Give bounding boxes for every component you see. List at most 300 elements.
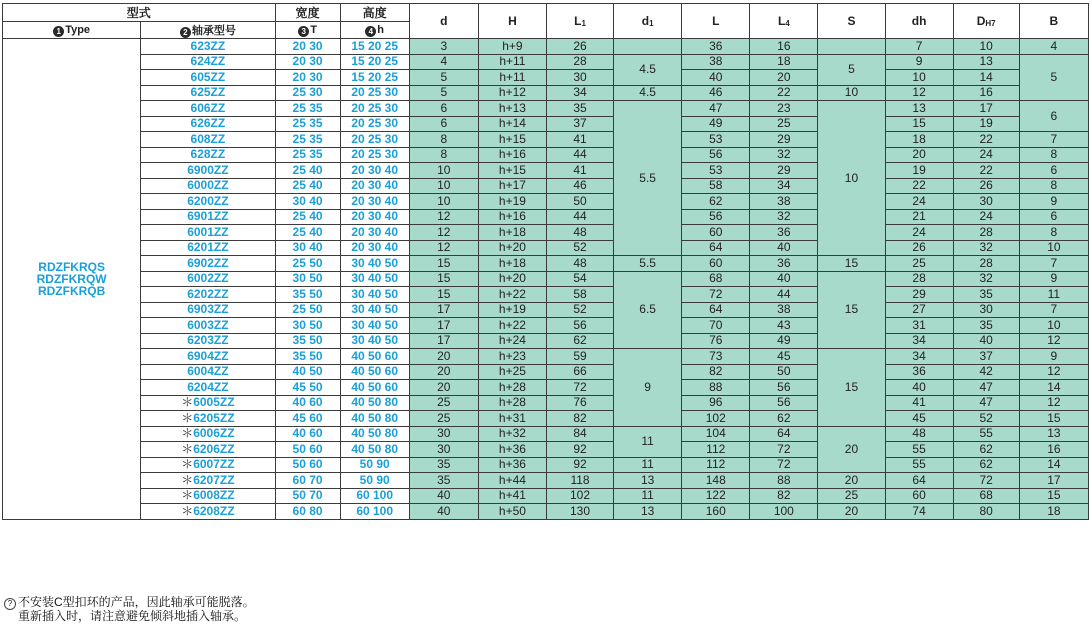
L4-cell: 44 [750,287,818,303]
L4-cell: 45 [750,349,818,365]
type-cell [3,39,141,520]
L4-cell: 36 [750,256,818,272]
bearing-cell [141,116,275,132]
DH7-cell: 62 [953,442,1019,458]
type-name: RDZFKRQW [36,271,107,286]
table-row [3,70,1089,86]
B-cell: 6 [1019,209,1088,225]
bearing-cell [141,70,275,86]
H-cell: h+36 [478,442,546,458]
table-row [3,411,1089,427]
star-mark: ＊ [181,503,194,518]
table-row [3,504,1089,520]
width-cell: 45 60 [275,411,340,427]
H-cell: h+28 [478,380,546,396]
table-row [3,147,1089,163]
width-cell: 25 40 [275,225,340,241]
B-cell: 14 [1019,457,1088,473]
type-name: RDZFKRQB [37,283,106,298]
bearing-header [141,22,275,39]
table-row [3,318,1089,334]
L1-cell: 41 [546,163,613,179]
d-cell: 25 [409,395,478,411]
dh-cell: 55 [885,442,953,458]
d-cell: 40 [409,504,478,520]
table-row [3,380,1089,396]
dh-cell: 12 [885,85,953,101]
height-cell: 20 30 40 [340,209,409,225]
L-cell: 60 [682,256,750,272]
bearing-cell [141,349,275,365]
L4-main: L [777,14,786,28]
DH7-cell: 24 [953,147,1019,163]
table-row [3,116,1089,132]
width-cell: 25 35 [275,101,340,117]
d-cell: 17 [409,318,478,334]
bearing-number: 6202ZZ [187,286,229,301]
B-cell: 12 [1019,395,1088,411]
mark-4-icon: 4 [365,26,376,37]
L4-cell: 25 [750,116,818,132]
DH7-cell: 35 [953,287,1019,303]
B-cell: 17 [1019,473,1088,489]
d1-cell: 4.5 [614,54,682,85]
B-cell: 7 [1019,132,1088,148]
DH7-cell: 19 [953,116,1019,132]
dh-cell: 41 [885,395,953,411]
L1-cell: 34 [546,85,613,101]
H-cell: h+11 [478,54,546,70]
width-cell: 30 50 [275,318,340,334]
table-row [3,39,1089,55]
star-mark: ＊ [181,441,194,456]
H-cell: h+24 [478,333,546,349]
bearing-number: 6005ZZ [193,395,235,410]
DH7-cell: 10 [953,39,1019,55]
bearing-number: 6006ZZ [193,426,235,441]
L4-cell: 43 [750,318,818,334]
width-cell: 60 70 [275,473,340,489]
bearing-number: 6206ZZ [193,441,235,456]
height-cell: 30 40 50 [340,287,409,303]
L1-cell: 44 [546,147,613,163]
L1-cell: 48 [546,256,613,272]
H-cell: h+15 [478,132,546,148]
bearing-cell [141,504,275,520]
H-cell: h+16 [478,147,546,163]
star-mark: ＊ [181,488,194,503]
B-header: B [1019,4,1088,39]
L1-cell: 52 [546,240,613,256]
height-cell: 40 50 80 [340,411,409,427]
width-cell: 25 50 [275,256,340,272]
bearing-cell [141,380,275,396]
L1-cell: 30 [546,70,613,86]
bearing-number: 6207ZZ [193,472,235,487]
DH7-cell: 28 [953,225,1019,241]
dh-cell: 48 [885,426,953,442]
L1-cell: 72 [546,380,613,396]
bearing-number: 6000ZZ [187,178,229,193]
L4-cell: 72 [750,442,818,458]
d-cell: 15 [409,271,478,287]
bearing-cell [141,85,275,101]
d-cell: 4 [409,54,478,70]
height-cell: 30 40 50 [340,302,409,318]
height-header: 高度 [340,4,409,22]
L-cell: 70 [682,318,750,334]
note-text-2: 重新插入时，请注意避免倾斜地插入轴承。 [18,609,247,623]
H-cell: h+16 [478,209,546,225]
bearing-cell [141,442,275,458]
table-row [3,488,1089,504]
L4-cell: 40 [750,271,818,287]
DH7-cell: 80 [953,504,1019,520]
mark-3-icon: 3 [298,26,309,37]
L-cell: 76 [682,333,750,349]
L-cell: 56 [682,209,750,225]
bearing-cell [141,194,275,210]
dh-cell: 27 [885,302,953,318]
dh-cell: 24 [885,225,953,241]
width-cell: 20 30 [275,54,340,70]
DH7-cell: 55 [953,426,1019,442]
DH7-cell: 24 [953,209,1019,225]
mark-2-icon: 2 [180,27,191,38]
d-cell: 5 [409,85,478,101]
dh-cell: 28 [885,271,953,287]
width-cell: 25 40 [275,163,340,179]
bearing-cell [141,271,275,287]
DH7-cell: 14 [953,70,1019,86]
width-cell: 35 50 [275,333,340,349]
H-cell: h+19 [478,194,546,210]
L-cell: 53 [682,132,750,148]
bearing-number: 6208ZZ [193,503,235,518]
L1-cell: 35 [546,101,613,117]
footnotes [4,596,255,623]
L-cell: 102 [682,411,750,427]
width-cell: 40 50 [275,364,340,380]
bearing-cell [141,411,275,427]
L1-cell: 54 [546,271,613,287]
B-cell: 6 [1019,163,1088,179]
H-cell: h+18 [478,256,546,272]
table-row [3,178,1089,194]
L-cell: 82 [682,364,750,380]
DH7-cell: 40 [953,333,1019,349]
B-cell: 16 [1019,442,1088,458]
H-cell: h+25 [478,364,546,380]
S-cell: 10 [818,85,885,101]
L-cell: 160 [682,504,750,520]
width-sub-header [275,22,340,39]
bearing-cell [141,101,275,117]
d-cell: 17 [409,302,478,318]
B-cell: 7 [1019,302,1088,318]
L-cell: 88 [682,380,750,396]
dh-cell: 9 [885,54,953,70]
L4-cell: 36 [750,225,818,241]
bearing-cell [141,287,275,303]
bearing-cell [141,457,275,473]
L4-cell: 18 [750,54,818,70]
table-row [3,442,1089,458]
L1-sub: 1 [581,19,586,28]
mark-1-icon: 1 [53,26,64,37]
note-line-1 [4,596,255,610]
H-cell: h+12 [478,85,546,101]
width-cell: 20 30 [275,70,340,86]
bearing-number: 605ZZ [190,69,226,84]
width-cell: 50 60 [275,457,340,473]
S-cell: 20 [818,426,885,473]
dh-cell: 22 [885,178,953,194]
L-cell: 58 [682,178,750,194]
dh-cell: 21 [885,209,953,225]
header-row-top [3,4,1089,22]
H-cell: h+31 [478,411,546,427]
width-cell: 25 40 [275,209,340,225]
table-row [3,163,1089,179]
L4-cell: 62 [750,411,818,427]
S-cell: 25 [818,488,885,504]
bearing-number: 6003ZZ [187,317,229,332]
d-cell: 20 [409,349,478,365]
bearing-number: 6004ZZ [187,364,229,379]
L4-cell: 29 [750,163,818,179]
L4-cell: 20 [750,70,818,86]
height-cell: 15 20 25 [340,54,409,70]
width-cell: 45 50 [275,380,340,396]
B-cell: 11 [1019,287,1088,303]
L-cell: 148 [682,473,750,489]
table-row [3,85,1089,101]
d-cell: 30 [409,442,478,458]
B-cell: 15 [1019,411,1088,427]
bearing-cell [141,147,275,163]
bearing-number: 626ZZ [190,116,226,131]
L4-cell: 22 [750,85,818,101]
L1-cell: 92 [546,442,613,458]
S-cell [818,39,885,55]
d-cell: 8 [409,147,478,163]
bearing-number: 6203ZZ [187,333,229,348]
S-cell: 10 [818,101,885,256]
L-cell: 46 [682,85,750,101]
L-header: L [682,4,750,39]
table-row [3,256,1089,272]
L-cell: 38 [682,54,750,70]
L-cell: 40 [682,70,750,86]
DH7-cell: 16 [953,85,1019,101]
L-cell: 112 [682,457,750,473]
bearing-number: 6901ZZ [187,209,229,224]
S-cell: 15 [818,256,885,272]
DH7-cell: 52 [953,411,1019,427]
L1-main: L [574,14,582,28]
dh-cell: 45 [885,411,953,427]
height-cell: 60 100 [340,504,409,520]
H-cell: h+50 [478,504,546,520]
bearing-cell [141,178,275,194]
width-cell: 25 35 [275,132,340,148]
H-cell: h+19 [478,302,546,318]
dh-cell: 74 [885,504,953,520]
DH7-cell: 47 [953,395,1019,411]
L4-cell: 32 [750,209,818,225]
height-sub-header [340,22,409,39]
table-body [3,39,1089,520]
L1-cell: 130 [546,504,613,520]
dh-cell: 24 [885,194,953,210]
width-cell: 25 30 [275,85,340,101]
height-cell: 20 30 40 [340,194,409,210]
bearing-number: 6201ZZ [187,240,229,255]
dh-cell: 34 [885,349,953,365]
B-cell: 9 [1019,271,1088,287]
d-cell: 30 [409,426,478,442]
H-cell: h+41 [478,488,546,504]
L4-cell: 82 [750,488,818,504]
bearing-number: 6903ZZ [187,302,229,317]
bearing-cell [141,256,275,272]
L1-cell: 84 [546,426,613,442]
height-cell: 20 25 30 [340,101,409,117]
bearing-cell [141,240,275,256]
height-cell: 40 50 60 [340,349,409,365]
height-cell: 40 50 60 [340,364,409,380]
d1-cell: 6.5 [614,271,682,349]
L-cell: 104 [682,426,750,442]
d-cell: 8 [409,132,478,148]
L4-cell: 16 [750,39,818,55]
height-cell: 15 20 25 [340,39,409,55]
L4-sub: 4 [785,19,790,28]
B-cell: 8 [1019,178,1088,194]
DH7-cell: 13 [953,54,1019,70]
d1-cell: 11 [614,457,682,473]
DH7-cell: 32 [953,271,1019,287]
dh-cell: 25 [885,256,953,272]
bearing-number: 606ZZ [190,100,226,115]
L-cell: 62 [682,194,750,210]
bearing-number: 623ZZ [190,38,226,53]
dh-cell: 10 [885,70,953,86]
width-cell: 40 60 [275,395,340,411]
B-cell: 14 [1019,380,1088,396]
bearing-number: 6904ZZ [187,348,229,363]
B-cell: 18 [1019,504,1088,520]
DH7-cell: 68 [953,488,1019,504]
S-cell: 20 [818,473,885,489]
height-cell: 15 20 25 [340,70,409,86]
L4-cell: 38 [750,194,818,210]
height-cell: 20 30 40 [340,225,409,241]
L4-cell: 29 [750,132,818,148]
model-group-header: 型式 [3,4,276,22]
B-cell: 12 [1019,364,1088,380]
table-row [3,194,1089,210]
S-cell: 5 [818,54,885,85]
L1-header [546,4,613,39]
DH7-cell: 30 [953,302,1019,318]
d1-cell: 13 [614,504,682,520]
width-cell: 35 50 [275,349,340,365]
d-cell: 3 [409,39,478,55]
bearing-number: 6205ZZ [193,410,235,425]
d1-cell: 4.5 [614,85,682,101]
width-cell: 30 40 [275,240,340,256]
L4-cell: 56 [750,380,818,396]
DH7-cell: 22 [953,132,1019,148]
height-cell: 20 25 30 [340,147,409,163]
L4-cell: 38 [750,302,818,318]
DH7-cell: 47 [953,380,1019,396]
table-row [3,54,1089,70]
d1-cell: 11 [614,426,682,457]
d-header: d [409,4,478,39]
L1-cell: 66 [546,364,613,380]
L4-cell: 23 [750,101,818,117]
bearing-number: 6008ZZ [193,488,235,503]
L1-cell: 76 [546,395,613,411]
L1-cell: 28 [546,54,613,70]
L1-cell: 44 [546,209,613,225]
L-cell: 122 [682,488,750,504]
dh-cell: 64 [885,473,953,489]
table-row [3,225,1089,241]
dh-header: dh [885,4,953,39]
height-cell: 20 25 30 [340,85,409,101]
L4-cell: 100 [750,504,818,520]
width-cell: 40 60 [275,426,340,442]
DH7-cell: 62 [953,457,1019,473]
B-cell: 15 [1019,488,1088,504]
L1-cell: 62 [546,333,613,349]
star-mark: ＊ [181,426,194,441]
DH7-cell: 28 [953,256,1019,272]
bearing-cell [141,209,275,225]
d1-cell: 5.5 [614,256,682,272]
height-cell: 20 30 40 [340,163,409,179]
H-cell: h+22 [478,287,546,303]
d-cell: 12 [409,225,478,241]
width-cell: 20 30 [275,39,340,55]
S-cell: 20 [818,504,885,520]
bearing-cell [141,364,275,380]
table-row [3,209,1089,225]
table-row [3,457,1089,473]
d-cell: 35 [409,473,478,489]
height-cell: 30 40 50 [340,318,409,334]
H-cell: h+20 [478,240,546,256]
L4-cell: 32 [750,147,818,163]
H-cell: h+32 [478,426,546,442]
dh-cell: 19 [885,163,953,179]
dh-cell: 55 [885,457,953,473]
caution-icon: ? [4,598,16,610]
B-cell: 4 [1019,39,1088,55]
height-cell: 50 90 [340,457,409,473]
note-line-2 [4,610,255,623]
L4-cell: 56 [750,395,818,411]
bearing-cell [141,318,275,334]
B-cell: 5 [1019,54,1088,101]
dh-cell: 36 [885,364,953,380]
height-cell: 30 40 50 [340,256,409,272]
d-cell: 5 [409,70,478,86]
